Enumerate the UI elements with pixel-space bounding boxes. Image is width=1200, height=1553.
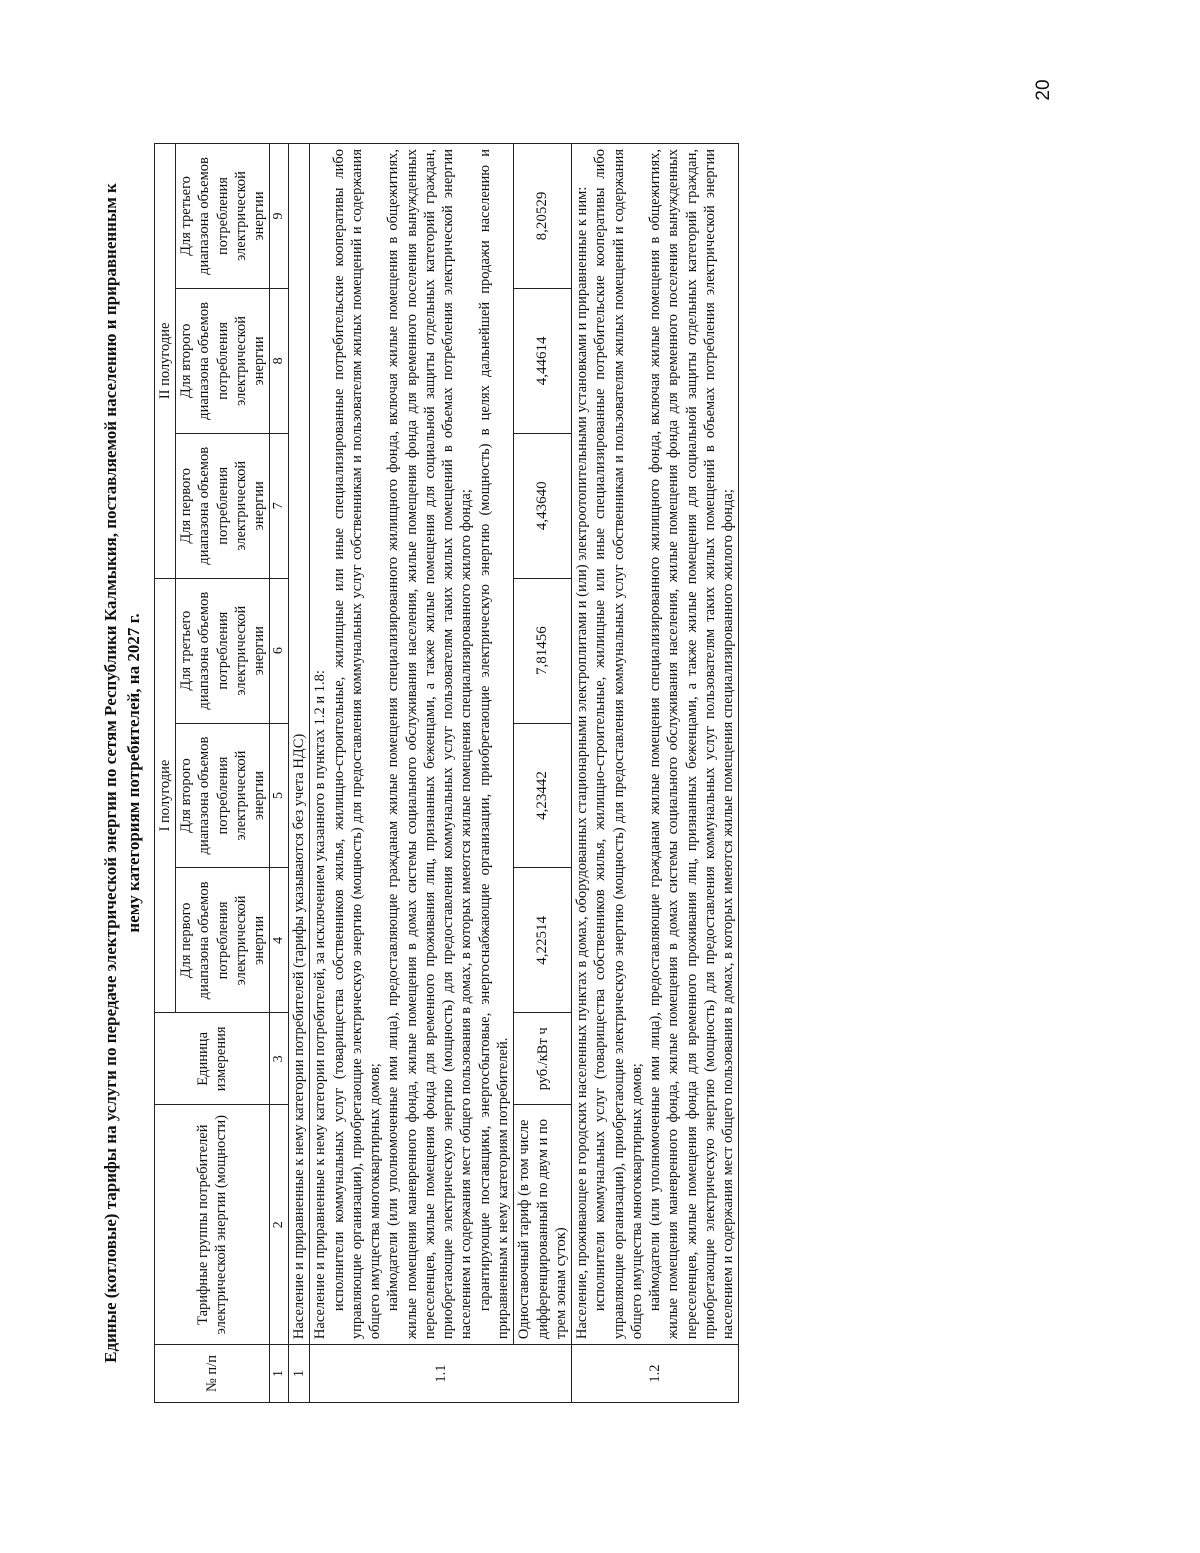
tariff-value: 4,23442 <box>514 723 572 868</box>
row-1-1 <box>310 144 514 1403</box>
tariff-label: Одноставочный тариф (в том числе дифференцированный по двум и по трем зонам суток) <box>514 1105 572 1345</box>
index-cell: 7 <box>270 433 289 578</box>
document-body <box>100 143 739 1403</box>
header-group: Тарифные группы потребителей электрической энергии (мощности) <box>154 1105 270 1345</box>
description-paragraph: исполнители коммунальных услуг (товарищества собственников жилья, жилищно-строительные, жилищные или иные специализированные потребительские кооперативы либо управляющие организации), приобретающие электрическую энергию (мощность) для предоставления коммунальных услуг собственникам и пользователям жилых помещений и содержания общего имущества многоквартирных домов; <box>330 149 384 1340</box>
description-paragraph: наймодатели (или уполномоченные ими лица), предоставляющие гражданам жилые помещения специализированного жилищного фонда, включая жилые помещения в общежитиях, жилые помещения маневренного фонда, жилые помещения в домах системы социального обслуживания населения, жилые помещения фонда для временного поселения вынужденных переселенцев, жилые помещения фонда для временного проживания лиц, признанных беженцами, а также жилые помещения для социальной защиты отдельных категорий граждан, приобретающие электрическую энергию (мощность) для предоставления коммунальных услуг пользователям таких жилых помещений в объемах потребления электрической энергии населением и содержания мест общего пользования в домах, в которых имеются жилые помещения специализированного жилого фонда; <box>385 149 475 1340</box>
tariff-value: 4,22514 <box>514 868 572 1013</box>
row-num: 1.1 <box>310 1345 572 1403</box>
header-half-2: II полугодие <box>154 144 175 579</box>
header-num: № п/п <box>154 1345 270 1403</box>
row-description <box>310 144 514 1345</box>
header-range-1: Для первого диапазона объемов потребления электрической энергии <box>176 868 270 1013</box>
section-num: 1 <box>289 1345 310 1403</box>
row-description <box>572 144 739 1345</box>
section-row <box>289 144 310 1403</box>
page-number: 20 <box>1033 79 1054 101</box>
index-cell: 6 <box>270 578 289 723</box>
tariff-value: 4,43640 <box>514 433 572 578</box>
tariff-table <box>154 143 740 1403</box>
tariff-row <box>514 144 572 1403</box>
tariff-value: 7,81456 <box>514 578 572 723</box>
description-paragraph: исполнители коммунальных услуг (товарищества собственников жилья, жилищно-строительные, жилищные или иные специализированные потребительские кооперативы либо управляющие организации), приобретающие электрическую энергию (мощность) для предоставления коммунальных услуг собственникам и пользователям жилых помещений и содержания общего имущества многоквартирных домов; <box>592 149 645 1340</box>
index-cell: 9 <box>270 144 289 289</box>
index-cell: 5 <box>270 723 289 868</box>
description-intro: Население и приравненные к нему категории потребителей, за исключением указанного в пунктах 1.2 и 1.8: <box>312 670 329 1340</box>
description-paragraph: гарантирующие поставщики, энергосбытовые, энергоснабжающие организации, приобретающие электрическую энергию (мощность) в целях дальнейшей продажи населению и приравненным к нему категориям потребителей. <box>476 149 512 1340</box>
row-num: 1.2 <box>572 1345 739 1403</box>
index-cell: 4 <box>270 868 289 1013</box>
header-range-2: Для второго диапазона объемов потребления электрической энергии <box>176 288 270 433</box>
index-row <box>270 144 289 1403</box>
document-title: Единые (котловые) тарифы на услуги по передаче электрической энергии по сетям Республики Калмыкия, поставляемой населению и приравненным к нему категориям потребителей, на 2027 г. <box>101 183 143 1363</box>
index-cell: 2 <box>270 1105 289 1345</box>
header-half-1: I полугодие <box>154 578 175 1013</box>
header-range-1: Для первого диапазона объемов потребления электрической энергии <box>176 433 270 578</box>
header-unit: Единица измерения <box>154 1013 270 1105</box>
tariff-unit: руб./кВт ч <box>514 1013 572 1105</box>
index-cell: 3 <box>270 1013 289 1105</box>
description-intro: Население, проживающее в городских населенных пунктах в домах, оборудованных стационарными электроплитами и (или) электроотопительными установками и приравненные к ним: <box>574 186 591 1340</box>
description-paragraph: наймодатели (или уполномоченные ими лица), предоставляющие гражданам жилые помещения специализированного жилищного фонда, включая жилые помещения в общежитиях, жилые помещения маневренного фонда, жилые помещения в домах системы социального обслуживания населения, жилые помещения фонда для временного поселения вынужденных переселенцев, жилые помещения фонда для временного проживания лиц, признанных беженцами, а также жилые помещения для социальной защиты отдельных категорий граждан, приобретающие электрическую энергию (мощность) для предоставления коммунальных услуг пользователям таких жилых помещений в объемах потребления электрической энергии населением и содержания мест общего пользования в домах, в которых имеются жилые помещения специализированного жилого фонда; <box>647 149 737 1340</box>
section-label: Население и приравненные к нему категории потребителей (тарифы указываются без учета НДС) <box>289 144 310 1345</box>
row-1-2 <box>572 144 739 1403</box>
tariff-value: 4,44614 <box>514 288 572 433</box>
header-range-3: Для третьего диапазона объемов потребления электрической энергии <box>176 578 270 723</box>
header-row-1 <box>154 144 175 1403</box>
header-range-2: Для второго диапазона объемов потребления электрической энергии <box>176 723 270 868</box>
header-range-3: Для третьего диапазона объемов потребления электрической энергии <box>176 144 270 289</box>
tariff-value: 8,20529 <box>514 144 572 289</box>
index-cell: 1 <box>270 1345 289 1403</box>
index-cell: 8 <box>270 288 289 433</box>
